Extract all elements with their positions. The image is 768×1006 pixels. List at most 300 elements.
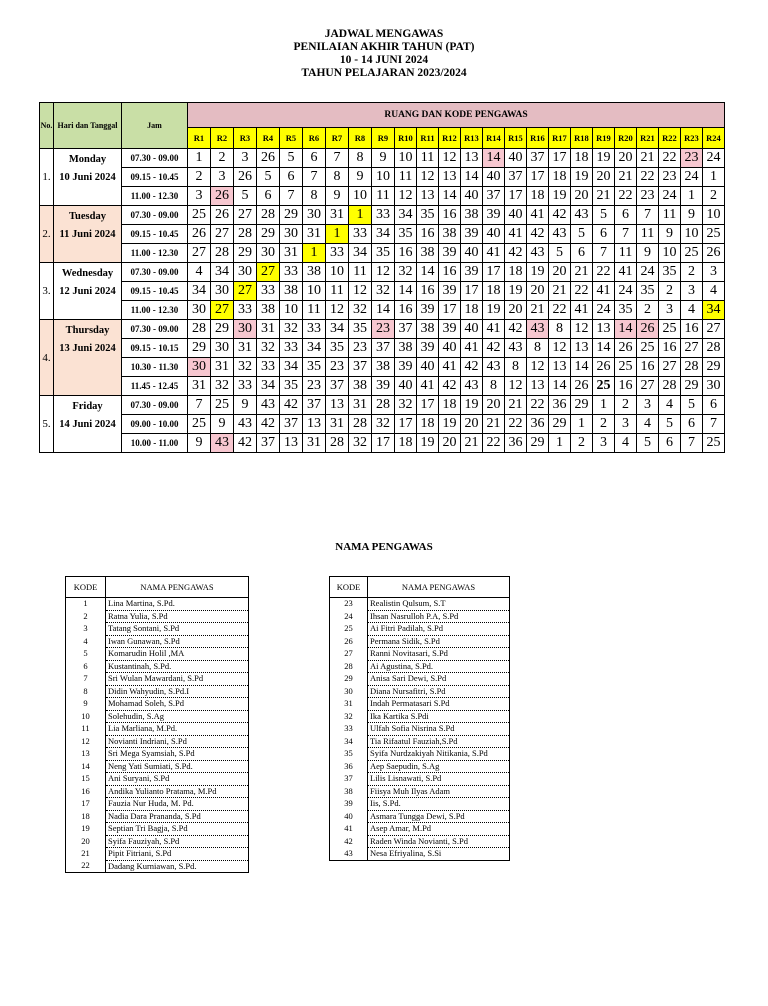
pengawas-nama: Fiisya Muh Ilyas Adam bbox=[368, 785, 510, 798]
pengawas-code-cell: 24 bbox=[637, 263, 659, 282]
pengawas-code-cell: 5 bbox=[659, 415, 681, 434]
pengawas-kode: 37 bbox=[330, 773, 368, 786]
pengawas-kode: 16 bbox=[66, 785, 106, 798]
pengawas-code-cell: 17 bbox=[417, 396, 439, 415]
pengawas-code-cell: 1 bbox=[571, 415, 593, 434]
pengawas-code-cell: 33 bbox=[303, 320, 326, 339]
pengawas-code-cell: 10 bbox=[349, 187, 372, 206]
pengawas-kode: 4 bbox=[66, 635, 106, 648]
pengawas-code-cell: 7 bbox=[637, 206, 659, 225]
pengawas-code-cell: 1 bbox=[549, 434, 571, 453]
pengawas-row bbox=[330, 610, 510, 623]
session-row bbox=[40, 187, 725, 206]
pengawas-code-cell: 13 bbox=[326, 396, 349, 415]
pengawas-code-cell: 28 bbox=[372, 396, 395, 415]
pengawas-kode: 36 bbox=[330, 760, 368, 773]
pengawas-row bbox=[330, 648, 510, 661]
pengawas-nama: Aep Saepudin, S.Ag bbox=[368, 760, 510, 773]
session-time: 09.15 - 10.45 bbox=[122, 168, 188, 187]
pengawas-row bbox=[330, 598, 510, 611]
pengawas-code-cell: 29 bbox=[211, 320, 234, 339]
pengawas-code-cell: 28 bbox=[349, 415, 372, 434]
pengawas-row bbox=[66, 748, 249, 761]
room-header: R19 bbox=[593, 128, 615, 149]
pengawas-code-cell: 6 bbox=[257, 187, 280, 206]
session-time: 11.00 - 12.30 bbox=[122, 244, 188, 263]
pengawas-nama: Solehudin, S.Ag bbox=[106, 710, 249, 723]
day-number: 2. bbox=[40, 206, 54, 263]
pengawas-code-cell: 31 bbox=[188, 377, 211, 396]
pengawas-code-cell: 26 bbox=[703, 244, 725, 263]
session-row bbox=[40, 415, 725, 434]
pengawas-kode: 39 bbox=[330, 798, 368, 811]
pengawas-code-cell: 29 bbox=[188, 339, 211, 358]
title-line-1: JADWAL MENGAWAS bbox=[324, 28, 444, 40]
pengawas-code-cell: 33 bbox=[280, 339, 303, 358]
pengawas-code-cell: 43 bbox=[483, 358, 505, 377]
pengawas-code-cell: 34 bbox=[303, 339, 326, 358]
pengawas-kode: 40 bbox=[330, 810, 368, 823]
pengawas-code-cell: 41 bbox=[593, 282, 615, 301]
pengawas-row bbox=[330, 848, 510, 861]
pengawas-nama: Nesa Efriyalina, S.Si bbox=[368, 848, 510, 861]
pengawas-code-cell: 20 bbox=[483, 396, 505, 415]
pengawas-kode: 24 bbox=[330, 610, 368, 623]
pengawas-code-cell: 42 bbox=[483, 339, 505, 358]
pengawas-nama: Novianti Indriani, S.Pd bbox=[106, 735, 249, 748]
pengawas-code-cell: 17 bbox=[372, 434, 395, 453]
pengawas-code-cell: 35 bbox=[280, 377, 303, 396]
pengawas-code-cell: 29 bbox=[234, 244, 257, 263]
pengawas-row bbox=[66, 673, 249, 686]
pengawas-code-cell: 18 bbox=[483, 282, 505, 301]
pengawas-kode: 17 bbox=[66, 798, 106, 811]
pengawas-code-cell: 37 bbox=[505, 168, 527, 187]
pengawas-code-cell: 30 bbox=[703, 377, 725, 396]
pengawas-code-cell: 8 bbox=[549, 320, 571, 339]
pengawas-code-cell: 13 bbox=[280, 434, 303, 453]
pengawas-code-cell: 5 bbox=[234, 187, 257, 206]
pengawas-header-row bbox=[66, 577, 249, 598]
pengawas-code-cell: 42 bbox=[461, 358, 483, 377]
title-line-2: PENILAIAN AKHIR TAHUN (PAT) bbox=[293, 41, 475, 53]
pengawas-code-cell: 39 bbox=[461, 225, 483, 244]
session-row bbox=[40, 225, 725, 244]
pengawas-nama: Asmara Tungga Dewi, S.Pd bbox=[368, 810, 510, 823]
pengawas-code-cell: 21 bbox=[637, 149, 659, 168]
pengawas-nama: Ulfah Sofia Nisrina S.Pd bbox=[368, 723, 510, 736]
session-row bbox=[40, 263, 725, 282]
pengawas-title: NAMA PENGAWAS bbox=[335, 541, 433, 553]
pengawas-code-cell: 11 bbox=[395, 168, 417, 187]
session-row bbox=[40, 396, 725, 415]
pengawas-code-cell: 35 bbox=[395, 225, 417, 244]
day-number: 5. bbox=[40, 396, 54, 453]
pengawas-code-cell: 33 bbox=[257, 358, 280, 377]
pengawas-row bbox=[66, 735, 249, 748]
pengawas-nama: Andika Yulianto Pratama, M.Pd bbox=[106, 785, 249, 798]
pengawas-code-cell: 11 bbox=[303, 301, 326, 320]
pengawas-row bbox=[330, 798, 510, 811]
pengawas-code-cell: 4 bbox=[703, 282, 725, 301]
pengawas-code-cell: 26 bbox=[615, 339, 637, 358]
pengawas-code-cell: 29 bbox=[257, 225, 280, 244]
pengawas-code-cell: 38 bbox=[461, 206, 483, 225]
pengawas-code-cell: 25 bbox=[659, 320, 681, 339]
pengawas-code-cell: 11 bbox=[615, 244, 637, 263]
pengawas-code-cell: 14 bbox=[593, 339, 615, 358]
pengawas-code-cell: 28 bbox=[234, 225, 257, 244]
pengawas-code-cell: 2 bbox=[659, 282, 681, 301]
pengawas-code-cell: 9 bbox=[637, 244, 659, 263]
pengawas-code-cell: 32 bbox=[211, 377, 234, 396]
pengawas-code-cell: 7 bbox=[326, 149, 349, 168]
pengawas-code-cell: 10 bbox=[326, 263, 349, 282]
pengawas-nama: Ihsan Nasrulloh P.A, S.Pd bbox=[368, 610, 510, 623]
pengawas-kode: 15 bbox=[66, 773, 106, 786]
col-jam-header: Jam bbox=[122, 103, 188, 149]
session-row bbox=[40, 377, 725, 396]
schedule-header-row bbox=[40, 103, 725, 128]
pengawas-code-cell: 38 bbox=[280, 282, 303, 301]
pengawas-kode: 20 bbox=[66, 835, 106, 848]
session-time: 10.30 - 11.30 bbox=[122, 358, 188, 377]
pengawas-code-cell: 21 bbox=[571, 263, 593, 282]
pengawas-code-cell: 36 bbox=[527, 415, 549, 434]
pengawas-code-cell: 8 bbox=[326, 168, 349, 187]
day-name: Tuesday bbox=[69, 211, 106, 222]
pengawas-code-cell: 19 bbox=[505, 282, 527, 301]
pengawas-code-cell: 6 bbox=[659, 434, 681, 453]
pengawas-code-cell: 12 bbox=[527, 358, 549, 377]
pengawas-code-cell: 7 bbox=[280, 187, 303, 206]
pengawas-code-cell: 31 bbox=[303, 434, 326, 453]
pengawas-code-cell: 31 bbox=[326, 206, 349, 225]
pengawas-code-cell: 37 bbox=[326, 377, 349, 396]
pengawas-code-cell: 34 bbox=[349, 244, 372, 263]
pengawas-code-cell: 30 bbox=[188, 358, 211, 377]
pengawas-code-cell: 1 bbox=[188, 149, 211, 168]
pengawas-kode: 25 bbox=[330, 623, 368, 636]
pengawas-row bbox=[330, 710, 510, 723]
pengawas-kode: 23 bbox=[330, 598, 368, 611]
pengawas-code-cell: 37 bbox=[257, 434, 280, 453]
pengawas-code-cell: 14 bbox=[372, 301, 395, 320]
pengawas-code-cell: 22 bbox=[615, 187, 637, 206]
pengawas-code-cell: 28 bbox=[188, 320, 211, 339]
pengawas-code-cell: 18 bbox=[417, 415, 439, 434]
pengawas-code-cell: 24 bbox=[659, 187, 681, 206]
pengawas-code-cell: 18 bbox=[395, 434, 417, 453]
pengawas-code-cell: 21 bbox=[483, 415, 505, 434]
pengawas-nama: Fauzia Nur Huda, M. Pd. bbox=[106, 798, 249, 811]
room-header: R24 bbox=[703, 128, 725, 149]
pengawas-code-cell: 40 bbox=[483, 168, 505, 187]
pengawas-code-cell: 18 bbox=[549, 168, 571, 187]
pengawas-code-cell: 1 bbox=[303, 244, 326, 263]
pengawas-kode: 8 bbox=[66, 685, 106, 698]
pengawas-code-cell: 22 bbox=[549, 301, 571, 320]
pengawas-code-cell: 18 bbox=[505, 263, 527, 282]
pengawas-code-cell: 12 bbox=[417, 168, 439, 187]
pengawas-code-cell: 22 bbox=[505, 415, 527, 434]
pengawas-code-cell: 40 bbox=[461, 320, 483, 339]
pengawas-code-cell: 27 bbox=[211, 301, 234, 320]
pengawas-code-cell: 7 bbox=[303, 168, 326, 187]
pengawas-code-cell: 27 bbox=[188, 244, 211, 263]
pengawas-code-cell: 17 bbox=[505, 187, 527, 206]
pengawas-code-cell: 41 bbox=[571, 301, 593, 320]
pengawas-code-cell: 19 bbox=[461, 396, 483, 415]
pengawas-code-cell: 9 bbox=[188, 434, 211, 453]
pengawas-code-cell: 8 bbox=[483, 377, 505, 396]
pengawas-code-cell: 5 bbox=[571, 225, 593, 244]
pengawas-nama: Ai Agustina, S.Pd. bbox=[368, 660, 510, 673]
pengawas-code-cell: 34 bbox=[211, 263, 234, 282]
pengawas-code-cell: 30 bbox=[257, 244, 280, 263]
pengawas-code-cell: 16 bbox=[417, 282, 439, 301]
pengawas-code-cell: 27 bbox=[234, 206, 257, 225]
pengawas-code-cell: 31 bbox=[326, 415, 349, 434]
pengawas-code-cell: 24 bbox=[593, 301, 615, 320]
pengawas-code-cell: 3 bbox=[234, 149, 257, 168]
pengawas-code-cell: 38 bbox=[417, 320, 439, 339]
pengawas-code-cell: 9 bbox=[659, 225, 681, 244]
pengawas-kode: 27 bbox=[330, 648, 368, 661]
pengawas-code-cell: 16 bbox=[417, 225, 439, 244]
pengawas-table-right bbox=[329, 576, 510, 861]
pengawas-code-cell: 3 bbox=[615, 415, 637, 434]
pengawas-code-cell: 22 bbox=[593, 263, 615, 282]
pengawas-code-cell: 29 bbox=[549, 415, 571, 434]
pengawas-table-left bbox=[65, 576, 249, 873]
pengawas-nama: Indah Permatasari S.Pd bbox=[368, 698, 510, 711]
pengawas-code-cell: 33 bbox=[257, 282, 280, 301]
pengawas-row bbox=[330, 673, 510, 686]
pengawas-nama: Kustantinah, S.Pd. bbox=[106, 660, 249, 673]
room-header: R23 bbox=[681, 128, 703, 149]
pengawas-kode: 42 bbox=[330, 835, 368, 848]
pengawas-code-cell: 13 bbox=[593, 320, 615, 339]
pengawas-code-cell: 3 bbox=[703, 263, 725, 282]
pengawas-code-cell: 40 bbox=[439, 339, 461, 358]
pengawas-code-cell: 12 bbox=[395, 187, 417, 206]
pengawas-code-cell: 37 bbox=[372, 339, 395, 358]
pengawas-code-cell: 3 bbox=[637, 396, 659, 415]
room-header: R21 bbox=[637, 128, 659, 149]
pengawas-code-cell: 28 bbox=[211, 244, 234, 263]
pengawas-code-cell: 2 bbox=[637, 301, 659, 320]
room-header: R18 bbox=[571, 128, 593, 149]
pengawas-code-cell: 25 bbox=[703, 225, 725, 244]
pengawas-code-cell: 10 bbox=[703, 206, 725, 225]
pengawas-code-cell: 39 bbox=[395, 358, 417, 377]
pengawas-code-cell: 5 bbox=[681, 396, 703, 415]
pengawas-row bbox=[330, 835, 510, 848]
pengawas-code-cell: 40 bbox=[505, 149, 527, 168]
session-time: 11.00 - 12.30 bbox=[122, 301, 188, 320]
pengawas-nama: Septian Tri Bagja, S.Pd bbox=[106, 823, 249, 836]
day-date: 10 Juni 2024 bbox=[59, 172, 116, 183]
day-date: 14 Juni 2024 bbox=[59, 419, 116, 430]
kode-header: KODE bbox=[66, 577, 106, 598]
pengawas-code-cell: 6 bbox=[703, 396, 725, 415]
pengawas-code-cell: 42 bbox=[234, 434, 257, 453]
pengawas-code-cell: 10 bbox=[659, 244, 681, 263]
pengawas-code-cell: 30 bbox=[211, 339, 234, 358]
pengawas-nama: Anisa Sari Dewi, S.Pd bbox=[368, 673, 510, 686]
pengawas-code-cell: 27 bbox=[681, 339, 703, 358]
pengawas-row bbox=[66, 773, 249, 786]
day-number: 4. bbox=[40, 320, 54, 396]
pengawas-code-cell: 13 bbox=[303, 415, 326, 434]
pengawas-row bbox=[66, 810, 249, 823]
pengawas-code-cell: 42 bbox=[280, 396, 303, 415]
pengawas-kode: 3 bbox=[66, 623, 106, 636]
pengawas-code-cell: 9 bbox=[349, 168, 372, 187]
pengawas-code-cell: 17 bbox=[439, 301, 461, 320]
pengawas-row bbox=[66, 848, 249, 861]
pengawas-code-cell: 20 bbox=[571, 187, 593, 206]
pengawas-row bbox=[66, 785, 249, 798]
pengawas-code-cell: 2 bbox=[615, 396, 637, 415]
pengawas-code-cell: 8 bbox=[303, 187, 326, 206]
pengawas-code-cell: 26 bbox=[571, 377, 593, 396]
pengawas-code-cell: 32 bbox=[372, 415, 395, 434]
pengawas-code-cell: 43 bbox=[211, 434, 234, 453]
pengawas-kode: 31 bbox=[330, 698, 368, 711]
pengawas-kode: 21 bbox=[66, 848, 106, 861]
pengawas-code-cell: 40 bbox=[417, 358, 439, 377]
session-row bbox=[40, 301, 725, 320]
pengawas-code-cell: 1 bbox=[349, 206, 372, 225]
pengawas-code-cell: 23 bbox=[326, 358, 349, 377]
pengawas-code-cell: 36 bbox=[505, 434, 527, 453]
pengawas-code-cell: 43 bbox=[571, 206, 593, 225]
pengawas-nama: Tia Rifaatul Fauziah,S.Pd bbox=[368, 735, 510, 748]
pengawas-kode: 34 bbox=[330, 735, 368, 748]
pengawas-code-cell: 35 bbox=[303, 358, 326, 377]
pengawas-nama: Ranni Novitasari, S.Pd bbox=[368, 648, 510, 661]
nama-header: NAMA PENGAWAS bbox=[368, 577, 510, 598]
pengawas-kode: 10 bbox=[66, 710, 106, 723]
pengawas-code-cell: 7 bbox=[593, 244, 615, 263]
pengawas-code-cell: 9 bbox=[681, 206, 703, 225]
pengawas-code-cell: 9 bbox=[234, 396, 257, 415]
pengawas-code-cell: 31 bbox=[257, 320, 280, 339]
pengawas-code-cell: 6 bbox=[593, 225, 615, 244]
pengawas-header-row bbox=[330, 577, 510, 598]
pengawas-code-cell: 42 bbox=[257, 415, 280, 434]
pengawas-code-cell: 33 bbox=[349, 225, 372, 244]
pengawas-code-cell: 2 bbox=[211, 149, 234, 168]
room-header: R13 bbox=[461, 128, 483, 149]
room-header: R9 bbox=[372, 128, 395, 149]
day-cell bbox=[54, 149, 122, 206]
session-row bbox=[40, 320, 725, 339]
pengawas-code-cell: 38 bbox=[395, 339, 417, 358]
pengawas-code-cell: 22 bbox=[659, 149, 681, 168]
pengawas-code-cell: 6 bbox=[571, 244, 593, 263]
pengawas-code-cell: 34 bbox=[188, 282, 211, 301]
pengawas-code-cell: 29 bbox=[571, 396, 593, 415]
pengawas-code-cell: 7 bbox=[615, 225, 637, 244]
pengawas-kode: 6 bbox=[66, 660, 106, 673]
pengawas-code-cell: 19 bbox=[549, 187, 571, 206]
pengawas-code-cell: 9 bbox=[372, 149, 395, 168]
pengawas-row bbox=[66, 798, 249, 811]
day-number: 3. bbox=[40, 263, 54, 320]
pengawas-kode: 28 bbox=[330, 660, 368, 673]
pengawas-row bbox=[66, 835, 249, 848]
pengawas-row bbox=[66, 723, 249, 736]
room-header: R15 bbox=[505, 128, 527, 149]
pengawas-code-cell: 34 bbox=[280, 358, 303, 377]
pengawas-row bbox=[330, 760, 510, 773]
pengawas-row bbox=[66, 685, 249, 698]
pengawas-row bbox=[330, 660, 510, 673]
day-cell bbox=[54, 396, 122, 453]
schedule-table bbox=[39, 102, 725, 453]
pengawas-code-cell: 13 bbox=[439, 168, 461, 187]
pengawas-code-cell: 43 bbox=[527, 244, 549, 263]
room-header: R5 bbox=[280, 128, 303, 149]
pengawas-code-cell: 38 bbox=[303, 263, 326, 282]
pengawas-code-cell: 17 bbox=[549, 149, 571, 168]
pengawas-code-cell: 5 bbox=[549, 244, 571, 263]
pengawas-row bbox=[66, 698, 249, 711]
pengawas-code-cell: 13 bbox=[527, 377, 549, 396]
pengawas-code-cell: 34 bbox=[257, 377, 280, 396]
pengawas-code-cell: 40 bbox=[461, 187, 483, 206]
room-header: R17 bbox=[549, 128, 571, 149]
pengawas-code-cell: 35 bbox=[417, 206, 439, 225]
pengawas-code-cell: 32 bbox=[349, 301, 372, 320]
pengawas-row bbox=[66, 860, 249, 873]
day-cell bbox=[54, 320, 122, 396]
pengawas-code-cell: 16 bbox=[615, 377, 637, 396]
pengawas-code-cell: 21 bbox=[505, 396, 527, 415]
pengawas-code-cell: 39 bbox=[483, 206, 505, 225]
pengawas-code-cell: 42 bbox=[439, 377, 461, 396]
pengawas-code-cell: 21 bbox=[527, 301, 549, 320]
pengawas-row bbox=[330, 685, 510, 698]
pengawas-nama: Sri Wulan Mawardani, S.Pd bbox=[106, 673, 249, 686]
pengawas-code-cell: 16 bbox=[681, 320, 703, 339]
pengawas-code-cell: 32 bbox=[395, 263, 417, 282]
room-header: R14 bbox=[483, 128, 505, 149]
pengawas-code-cell: 32 bbox=[349, 434, 372, 453]
pengawas-code-cell: 14 bbox=[439, 187, 461, 206]
pengawas-code-cell: 12 bbox=[372, 263, 395, 282]
pengawas-nama: Komarudin Holil ,MA bbox=[106, 648, 249, 661]
pengawas-code-cell: 26 bbox=[593, 358, 615, 377]
pengawas-code-cell: 31 bbox=[211, 358, 234, 377]
pengawas-code-cell: 41 bbox=[483, 244, 505, 263]
title-line-4: TAHUN PELAJARAN 2023/2024 bbox=[301, 67, 467, 79]
pengawas-code-cell: 35 bbox=[372, 244, 395, 263]
session-time: 11.00 - 12.30 bbox=[122, 187, 188, 206]
day-date: 11 Juni 2024 bbox=[59, 229, 116, 240]
pengawas-code-cell: 38 bbox=[257, 301, 280, 320]
pengawas-code-cell: 37 bbox=[483, 187, 505, 206]
pengawas-row bbox=[330, 785, 510, 798]
session-row bbox=[40, 149, 725, 168]
day-date: 12 Juni 2024 bbox=[59, 286, 116, 297]
pengawas-kode: 7 bbox=[66, 673, 106, 686]
pengawas-code-cell: 1 bbox=[703, 168, 725, 187]
pengawas-code-cell: 43 bbox=[527, 320, 549, 339]
